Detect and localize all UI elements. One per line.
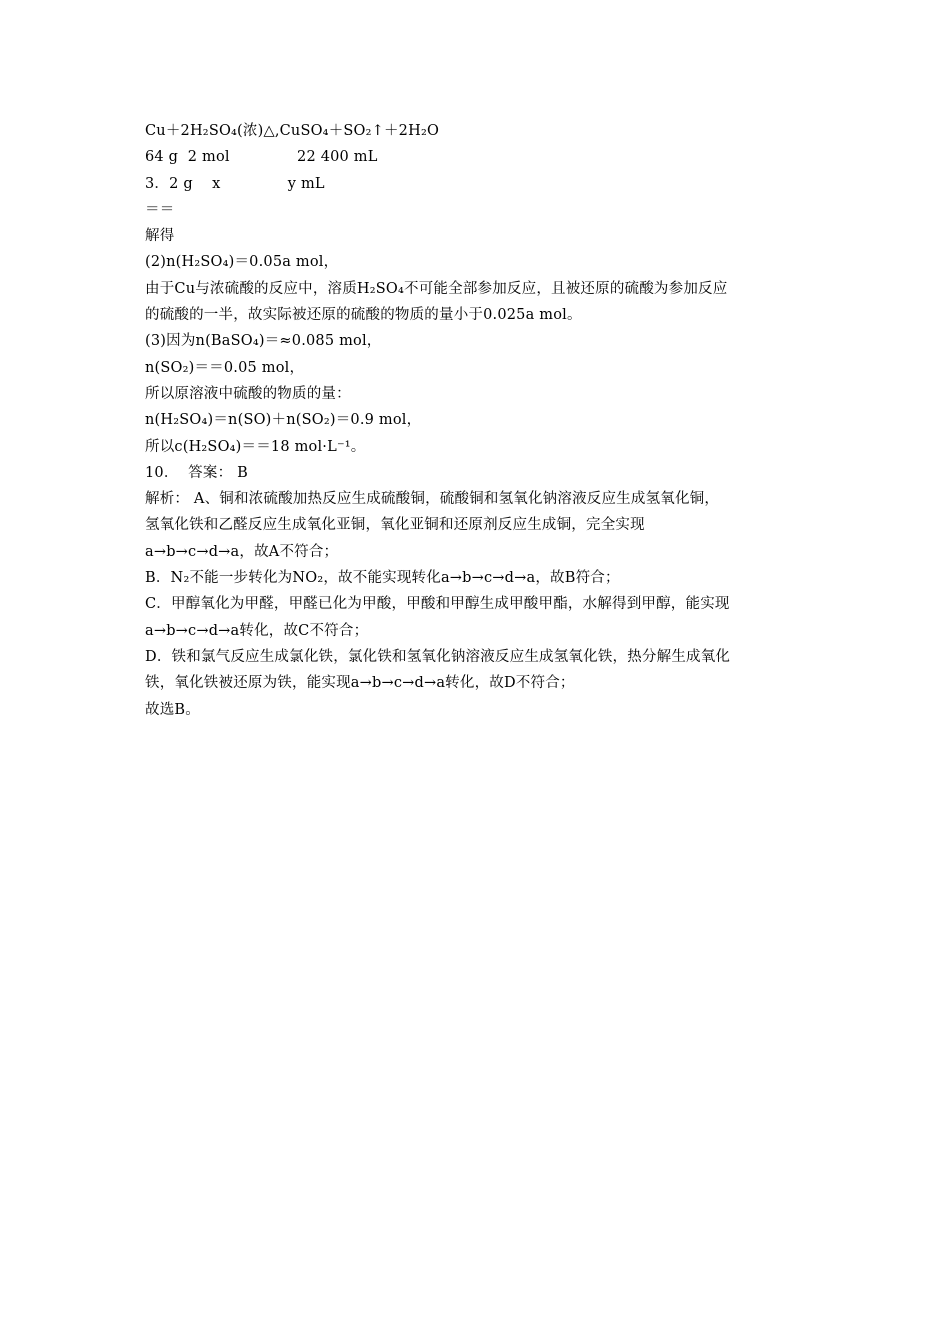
option-b-line: B．N₂不能一步转化为NO₂，故不能实现转化a→b→c→d→a，故B符合； xyxy=(145,570,620,587)
option-c-line: C．甲醇氧化为甲醛，甲醛已化为甲酸，甲酸和甲醇生成甲酸甲酯，水解得到甲醇，能实现 xyxy=(145,596,730,613)
equation-unknowns-line: 3．2 g x y mL xyxy=(145,175,325,192)
document-page xyxy=(145,118,825,723)
option-d-line: 铁，氧化铁被还原为铁，能实现a→b→c→d→a转化，故D不符合； xyxy=(145,675,575,692)
analysis-line: a→b→c→d→a，故A不符合； xyxy=(145,543,339,560)
part-2-line: (2)n(H₂SO₄)＝0.05a mol， xyxy=(145,254,339,271)
calculation-line: n(SO₂)＝＝0.05 mol， xyxy=(145,359,305,376)
calculation-line: 所以c(H₂SO₄)＝＝18 mol·L⁻¹。 xyxy=(145,438,366,455)
part-3-line: (3)因为n(BaSO₄)＝≈0.085 mol， xyxy=(145,333,382,350)
explanation-line: 由于Cu与浓硫酸的反应中，溶质H₂SO₄不可能全部参加反应，且被还原的硫酸为参加反应 xyxy=(145,280,728,297)
analysis-line: 解析： A、铜和浓硫酸加热反应生成硫酸铜，硫酸铜和氢氧化钠溶液反应生成氢氧化铜， xyxy=(145,491,720,508)
equation-line: Cu＋2H₂SO₄(浓)△,CuSO₄＋SO₂↑＋2H₂O xyxy=(145,123,440,139)
equation-quantities-line: 64 g 2 mol 22 400 mL xyxy=(145,149,378,166)
conclusion-line: 故选B。 xyxy=(145,701,200,718)
calculation-line: n(H₂SO₄)＝n(SO)＋n(SO₂)＝0.9 mol， xyxy=(145,412,422,429)
answer-heading: 10． 答案： B xyxy=(145,464,248,481)
option-d-line: D．铁和氯气反应生成氯化铁，氯化铁和氢氧化钠溶液反应生成氢氧化铁，热分解生成氧化 xyxy=(145,648,731,665)
explanation-line: 的硫酸的一半，故实际被还原的硫酸的物质的量小于0.025a mol。 xyxy=(145,307,582,324)
calculation-line: 所以原溶液中硫酸的物质的量： xyxy=(145,385,351,402)
option-c-line: a→b→c→d→a转化，故C不符合； xyxy=(145,622,369,639)
ratio-line: ＝＝ xyxy=(145,201,175,218)
analysis-line: 氢氧化铁和乙醛反应生成氧化亚铜，氧化亚铜和还原剂反应生成铜，完全实现 xyxy=(145,517,645,534)
solve-line: 解得 xyxy=(145,228,175,245)
